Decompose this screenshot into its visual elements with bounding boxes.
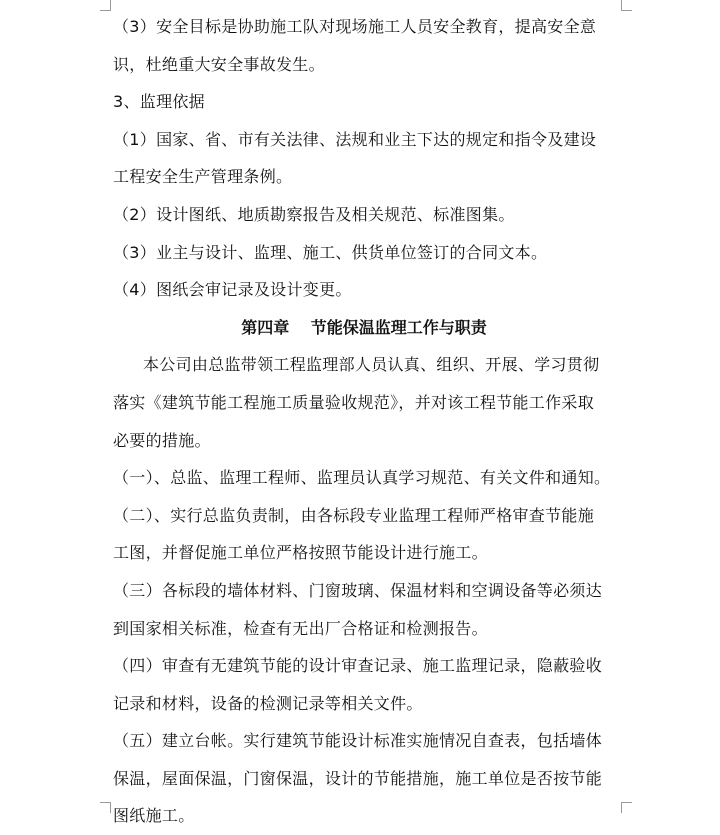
paragraph-line: （一）、总监、监理工程师、监理员认真学习规范、有关文件和通知。	[113, 468, 611, 488]
paragraph-line: 保温，屋面保温，门窗保温，设计的节能措施，施工单位是否按节能	[113, 768, 603, 788]
paragraph-line: 本公司由总监带领工程监理部人员认真、组织、开展、学习贯彻	[143, 355, 600, 375]
paragraph-line: 工程安全生产管理条例。	[113, 167, 293, 187]
section-heading: 3、监理依据	[113, 92, 205, 112]
paragraph-line: 图纸施工。	[113, 806, 195, 826]
paragraph-line: （五）建立台帐。实行建筑节能设计标准实施情况自查表，包括墙体	[113, 731, 603, 751]
paragraph-line: （三）各标段的墙体材料、门窗玻璃、保温材料和空调设备等必须达	[113, 580, 603, 600]
paragraph-line: （四）审查有无建筑节能的设计审查记录、施工监理记录，隐蔽验收	[113, 656, 603, 676]
paragraph-line: 记录和材料，设备的检测记录等相关文件。	[113, 693, 423, 713]
paragraph-line: （二）、实行总监负责制，由各标段专业监理工程师严格审查节能施	[113, 505, 595, 525]
margin-corner-bottom-right	[621, 802, 632, 813]
paragraph-line: （4）图纸会审记录及设计变更。	[113, 280, 352, 300]
paragraph-line: （3）业主与设计、监理、施工、供货单位签订的合同文本。	[113, 242, 548, 262]
paragraph-line: 到国家相关标准，检查有无出厂合格证和检测报告。	[113, 618, 488, 638]
margin-corner-bottom-left	[100, 802, 111, 813]
paragraph-line: 识，杜绝重大安全事故发生。	[113, 54, 325, 74]
document-body	[113, 8, 613, 835]
margin-corner-top-left	[100, 0, 111, 11]
paragraph-line: （3）安全目标是协助施工队对现场施工人员安全教育，提高安全意	[113, 17, 597, 36]
paragraph-line: 落实《建筑节能工程施工质量验收规范》，并对该工程节能工作采取	[113, 392, 595, 412]
margin-corner-top-right	[621, 0, 632, 11]
paragraph-line: （2）设计图纸、地质勘察报告及相关规范、标准图集。	[113, 204, 515, 224]
paragraph-line: 必要的措施。	[113, 430, 211, 450]
paragraph-line: 工图，并督促施工单位严格按照节能设计进行施工。	[113, 543, 488, 563]
paragraph-line: （1）国家、省、市有关法律、法规和业主下达的规定和指令及建设	[113, 129, 597, 149]
chapter-title: 第四章 节能保温监理工作与职责	[241, 317, 487, 337]
